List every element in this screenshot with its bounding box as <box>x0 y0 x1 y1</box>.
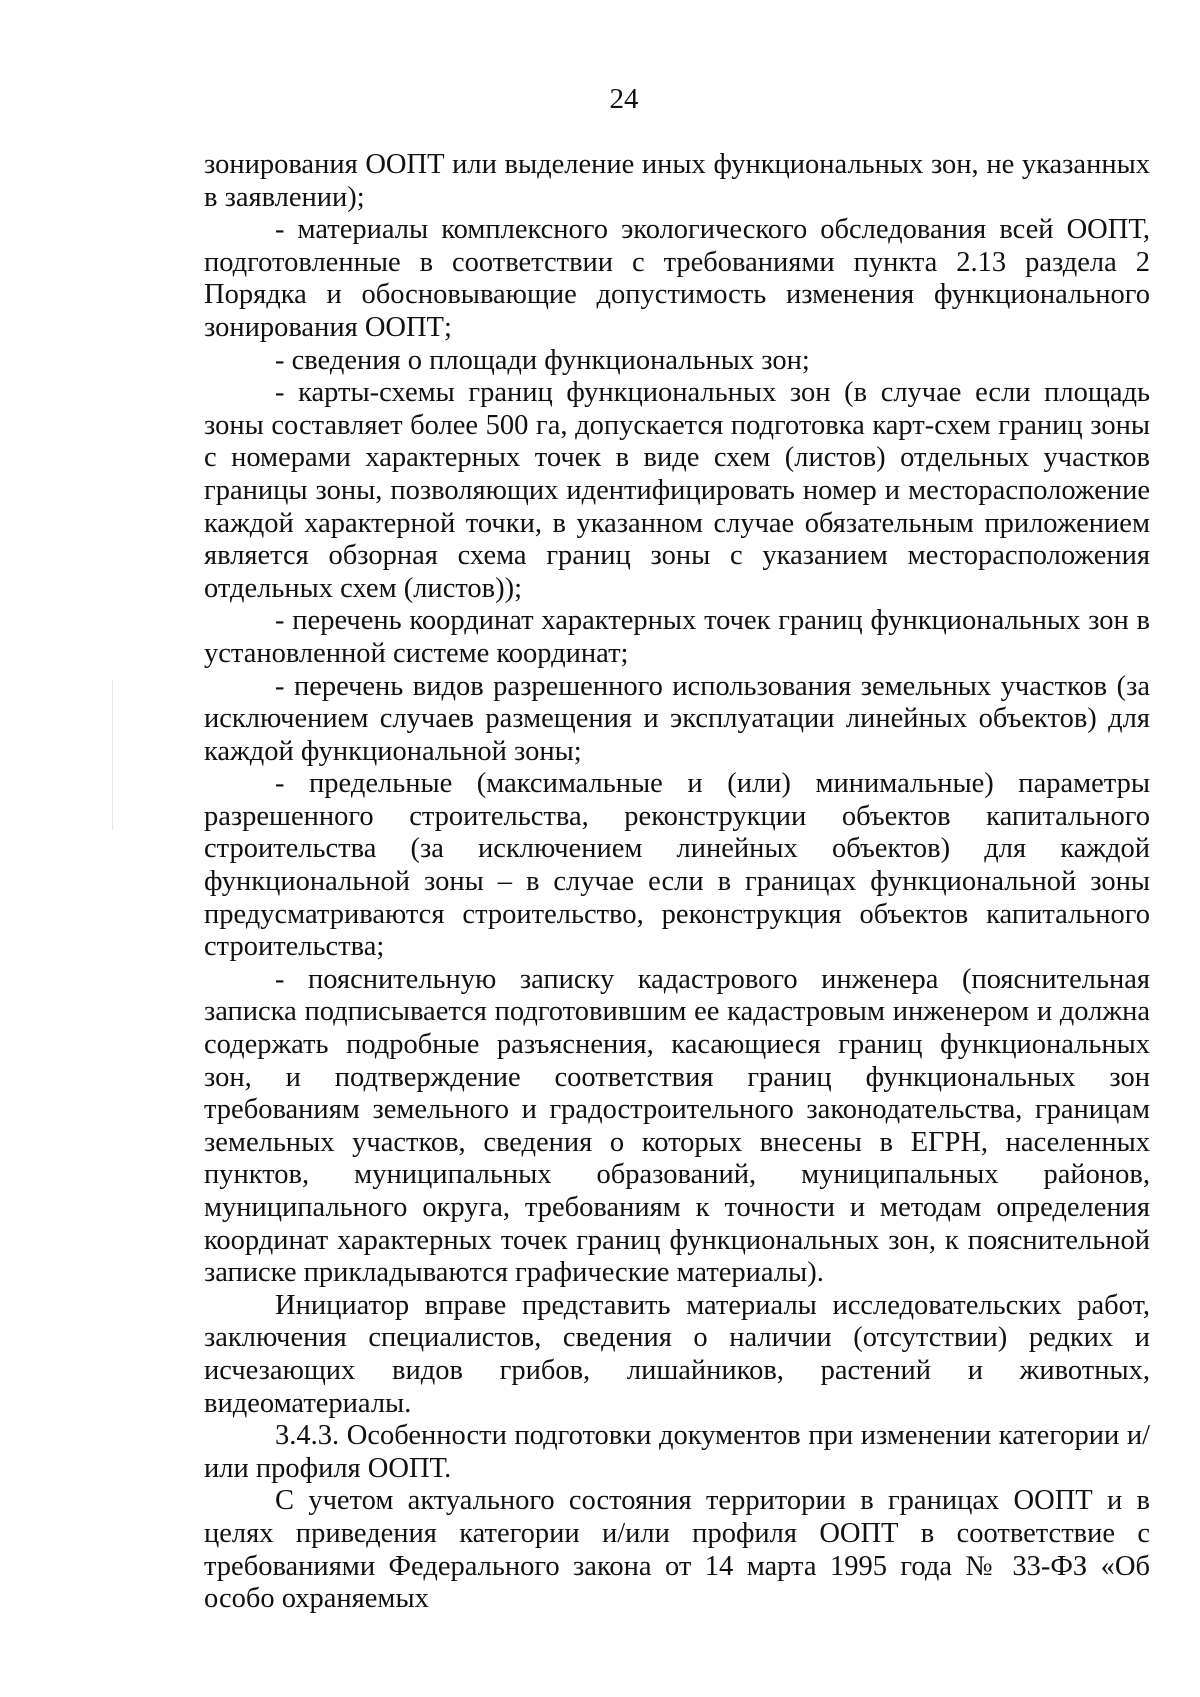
list-item-zone-area: - сведения о площади функциональных зон; <box>275 344 810 376</box>
section-heading-3-4-3: 3.4.3. Особенности подготовки документов при изменении категории и/или профиля ООПТ. <box>204 1420 1150 1484</box>
page-number-container <box>0 82 1200 116</box>
page-number: 24 <box>609 83 639 115</box>
list-item-coordinates: - перечень координат характерных точек границ функциональных зон в установленной системе координат; <box>204 605 1150 669</box>
body-text <box>204 149 1150 1616</box>
list-item-explanatory-note: - пояснительную записку кадастрового инженера (пояснительная записка подписывается подготовившим ее кадастровым инженером и должна содержать подробные разъяснения, касающиеся границ функциональных зон, и подтверждение соответствия границ функциональных зон требованиям земельного и градостроительного законодательства, границам земельных участков, сведения о которых внесены в ЕГРН, населенных пунктов, муниципальных образований, муниципальных районов, муниципального округа, требованиям к точности и методам определения координат характерных точек границ функциональных зон, к пояснительной записке прикладываются графические материалы). <box>204 963 1150 1289</box>
paragraph-initiator-rights: Инициатор вправе представить материалы исследовательских работ, заключения специалистов, сведения о наличии (отсутствии) редких и исчезающих видов грибов, лишайников, растений и животных, видеоматериалы. <box>204 1289 1150 1419</box>
list-item-boundary-maps: - карты-схемы границ функциональных зон (в случае если площадь зоны составляет более 500 га, допускается подготовка карт-схем границ зоны с номерами характерных точек в виде схем (листов) отдельных участков границы зоны, позволяющих идентифицировать номер и месторасположение каждой характерной точки, в указанном случае обязательным приложением является обзорная схема границ зоны с указанием месторасположения отдельных схем (листов)); <box>204 377 1150 604</box>
list-item-permitted-use: - перечень видов разрешенного использования земельных участков (за исключением случаев размещения и эксплуатации линейных объектов) для каждой функциональной зоны; <box>204 670 1150 767</box>
list-item-construction-parameters: - предельные (максимальные и (или) минимальные) параметры разрешенного строительства, реконструкции объектов капитального строительства (за исключением линейных объектов) для каждой функциональной зоны – в случае если в границах функциональной зоны предусматриваются строительство, реконструкция объектов капитального строительства; <box>204 768 1150 963</box>
list-item-survey-materials: - материалы комплексного экологического обследования всей ООПТ, подготовленные в соответствии с требованиями пункта 2.13 раздела 2 Порядка и обосновывающие допустимость изменения функционального зонирования ООПТ; <box>204 214 1150 343</box>
paragraph-category-profile: С учетом актуального состояния территории в границах ООПТ и в целях приведения категории и/или профиля ООПТ в соответствие с требованиями Федерального закона от 14 марта 1995 года № 33-ФЗ «Об особо охраняемых <box>204 1485 1150 1615</box>
scan-margin-line <box>112 680 113 830</box>
paragraph-zoning-continuation: зонирования ООПТ или выделение иных функциональных зон, не указанных в заявлении); <box>204 149 1150 213</box>
